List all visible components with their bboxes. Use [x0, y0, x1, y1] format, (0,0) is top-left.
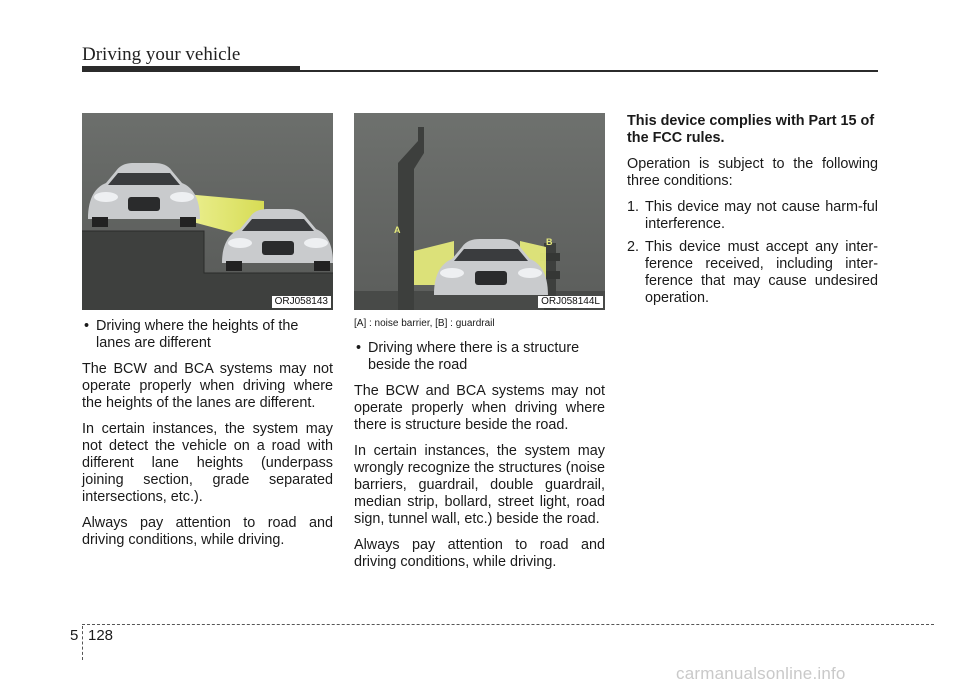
column-1	[82, 113, 333, 558]
paragraph: In certain instances, the system may not detect the vehicle on a road with different lane heights (underpass joining section, grade separated intersections, etc.).	[82, 421, 333, 505]
paragraph: Always pay attention to road and driving conditions, while driving.	[354, 537, 605, 570]
paragraph: The BCW and BCA systems may not operate properly when driving where the heights of the lanes are different.	[82, 361, 333, 411]
item-text: This device may not cause harm-ful interference.	[645, 199, 878, 232]
footer-vertical-rule	[82, 626, 83, 660]
column-3	[627, 113, 878, 313]
item-text: This device must accept any inter-ference received, including inter-ference that may cause undesired operation.	[645, 239, 878, 306]
illustration-structure	[354, 113, 605, 310]
chapter-number: 5	[70, 627, 79, 644]
bullet-text: Driving where there is a structure beside the road	[368, 340, 580, 373]
bullet-item	[354, 340, 605, 374]
figure-caption: [A] : noise barrier, [B] : guardrail	[354, 318, 495, 329]
page-header-title: Driving your vehicle	[82, 44, 241, 65]
figure-different-lane-heights	[82, 113, 333, 310]
numbered-item	[627, 199, 878, 233]
fcc-intro: Operation is subject to the following three conditions:	[627, 156, 878, 189]
figure-structure-beside-road	[354, 113, 605, 310]
column-2	[354, 113, 605, 580]
fcc-heading: This device complies with Part 15 of the FCC rules.	[627, 113, 875, 146]
header-rule	[300, 70, 878, 72]
figure-code: ORJ058143	[272, 296, 331, 308]
bullet-item	[82, 318, 333, 352]
label-a: A	[394, 225, 401, 235]
paragraph: In certain instances, the system may wrongly recognize the structures (noise barriers, guardrail, double guardrail, median strip, bollard, street light, road sign, tunnel wall, etc.) beside the road.	[354, 443, 605, 527]
label-b: B	[546, 237, 553, 247]
paragraph: The BCW and BCA systems may not operate properly when driving where there is structure beside the road.	[354, 383, 605, 433]
figure-code: ORJ058144L	[538, 296, 603, 308]
illustration-lane-heights	[82, 113, 333, 310]
footer-dashed-rule	[82, 624, 934, 625]
page-number: 128	[88, 627, 114, 644]
bullet-text: Driving where the heights of the lanes are different	[96, 318, 299, 351]
paragraph: Always pay attention to road and driving conditions, while driving.	[82, 515, 333, 548]
watermark-link[interactable]: carmanualsonline.info	[676, 664, 846, 683]
item-number: 1.	[627, 199, 640, 215]
item-number: 2.	[627, 239, 640, 255]
bullet-symbol: •	[84, 318, 90, 334]
bullet-symbol: •	[356, 340, 362, 356]
numbered-item	[627, 239, 878, 307]
header-bar	[82, 66, 300, 72]
